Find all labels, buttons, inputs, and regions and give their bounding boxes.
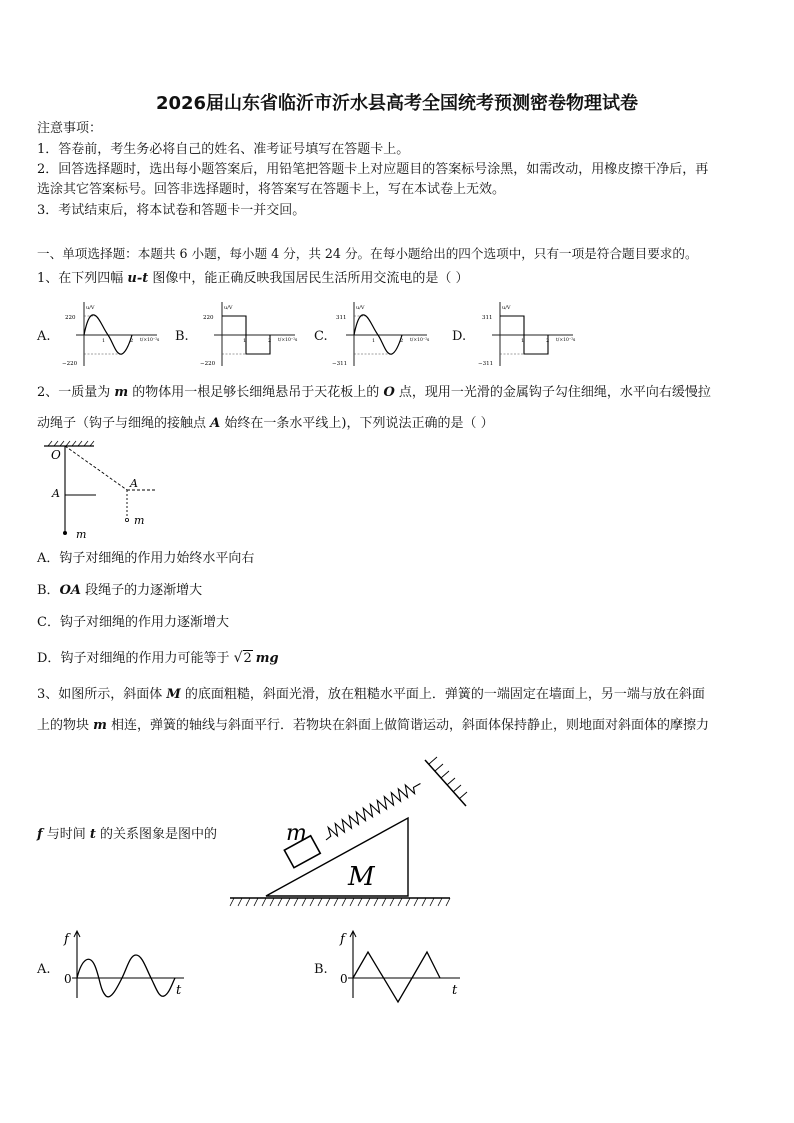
q3-option-a-label: A.	[37, 962, 51, 977]
svg-text:1: 1	[521, 338, 525, 344]
q3-graph-a	[60, 928, 195, 1000]
svg-text:t: t	[452, 983, 458, 998]
svg-text:m: m	[286, 821, 307, 846]
q1-option-b-label: B.	[175, 329, 189, 344]
q2-option-a: A．钩子对细绳的作用力始终水平向右	[37, 551, 255, 566]
svg-text:311: 311	[482, 315, 493, 321]
notice-item-2: 2．回答选择题时，选出每小题答案后，用铅笔把答题卡上对应题目的答案标号涂黑，如需改动，用橡皮擦干净后，再	[37, 162, 709, 177]
svg-text:O: O	[51, 448, 61, 462]
q3-stem-line3: f 与时间 t 的关系图象是图中的	[37, 827, 218, 842]
svg-text:1: 1	[372, 338, 376, 344]
q1-graph-c	[332, 300, 432, 370]
svg-text:f: f	[340, 932, 345, 947]
svg-text:A: A	[130, 477, 138, 490]
svg-text:m: m	[76, 528, 87, 541]
svg-text:220: 220	[203, 315, 214, 321]
svg-text:M: M	[348, 862, 375, 892]
svg-text:−311: −311	[478, 361, 494, 367]
q1-graph-d	[478, 300, 578, 370]
svg-text:f: f	[64, 932, 69, 947]
svg-text:t: t	[176, 983, 182, 998]
svg-text:−220: −220	[62, 361, 78, 367]
q2-option-b: B．OA 段绳子的力逐渐增大	[37, 583, 203, 598]
svg-text:1: 1	[243, 338, 247, 344]
q1-option-d-label: D.	[452, 329, 467, 344]
q2-stem-line1: 2、一质量为 m 的物体用一根足够长细绳悬吊于天花板上的 O 点，现用一光滑的金属钩子勾住细绳，水平向右缓慢拉	[37, 385, 711, 400]
q2-option-c: C．钩子对细绳的作用力逐渐增大	[37, 615, 229, 630]
q3-figure	[228, 748, 478, 913]
svg-text:t/×10⁻²s: t/×10⁻²s	[278, 338, 298, 343]
q2-stem-line2: 动绳子（钩子与细绳的接触点 A 始终在一条水平线上)，下列说法正确的是（ ）	[37, 416, 494, 431]
svg-text:2: 2	[400, 338, 404, 344]
q2-figure	[40, 440, 170, 540]
q1-graph-b	[200, 300, 300, 370]
svg-text:0: 0	[64, 972, 72, 986]
svg-text:2: 2	[546, 338, 550, 344]
svg-text:1: 1	[102, 338, 106, 344]
svg-text:u/V: u/V	[356, 305, 365, 311]
svg-text:0: 0	[340, 972, 348, 986]
svg-text:−220: −220	[200, 361, 216, 367]
svg-text:220: 220	[65, 315, 76, 321]
q3-stem-line2: 上的物块 m 相连，弹簧的轴线与斜面平行．若物块在斜面上做简谐运动，斜面体保持静止，则地面对斜面体的摩擦力	[37, 718, 710, 733]
notice-item-2-cont: 选涂其它答案标号。回答非选择题时，将答案写在答题卡上，写在本试卷上无效。	[37, 182, 506, 197]
svg-text:t/×10⁻²s: t/×10⁻²s	[556, 338, 576, 343]
svg-text:t/×10⁻²s: t/×10⁻²s	[410, 338, 430, 343]
q3-option-b-label: B.	[314, 962, 328, 977]
svg-text:u/V: u/V	[86, 305, 95, 311]
section-heading: 一、单项选择题：本题共 6 小题，每小题 4 分，共 24 分。在每小题给出的四个选项中，只有一项是符合题目要求的。	[37, 246, 698, 261]
svg-text:A: A	[52, 487, 60, 500]
notice-item-3: 3．考试结束后，将本试卷和答题卡一并交回。	[37, 203, 306, 218]
svg-text:u/V: u/V	[502, 305, 511, 311]
q2-option-d: D．钩子对细绳的作用力可能等于 √2 mg	[37, 650, 279, 666]
notice-heading: 注意事项：	[37, 121, 103, 136]
q1-stem: 1、在下列四幅 u-t 图像中，能正确反映我国居民生活所用交流电的是（ ）	[37, 271, 469, 286]
svg-text:−311: −311	[332, 361, 348, 367]
q1-graph-a	[62, 300, 162, 370]
svg-text:u/V: u/V	[224, 305, 233, 311]
q1-option-c-label: C.	[314, 329, 328, 344]
svg-text:t/×10⁻²s: t/×10⁻²s	[140, 338, 160, 343]
svg-text:311: 311	[336, 315, 347, 321]
svg-text:2: 2	[268, 338, 272, 344]
notice-item-1: 1．答卷前，考生务必将自己的姓名、准考证号填写在答题卡上。	[37, 142, 410, 157]
q1-option-a-label: A.	[37, 329, 51, 344]
page-title: 2026届山东省临沂市沂水县高考全国统考预测密卷物理试卷	[155, 93, 639, 114]
q3-graph-b	[336, 928, 471, 1000]
q3-stem-line1: 3、如图所示，斜面体 M 的底面粗糙，斜面光滑，放在粗糙水平面上．弹簧的一端固定在墙面上，另一端与放在斜面	[37, 687, 705, 702]
svg-text:2: 2	[130, 338, 134, 344]
svg-text:m: m	[134, 514, 145, 527]
